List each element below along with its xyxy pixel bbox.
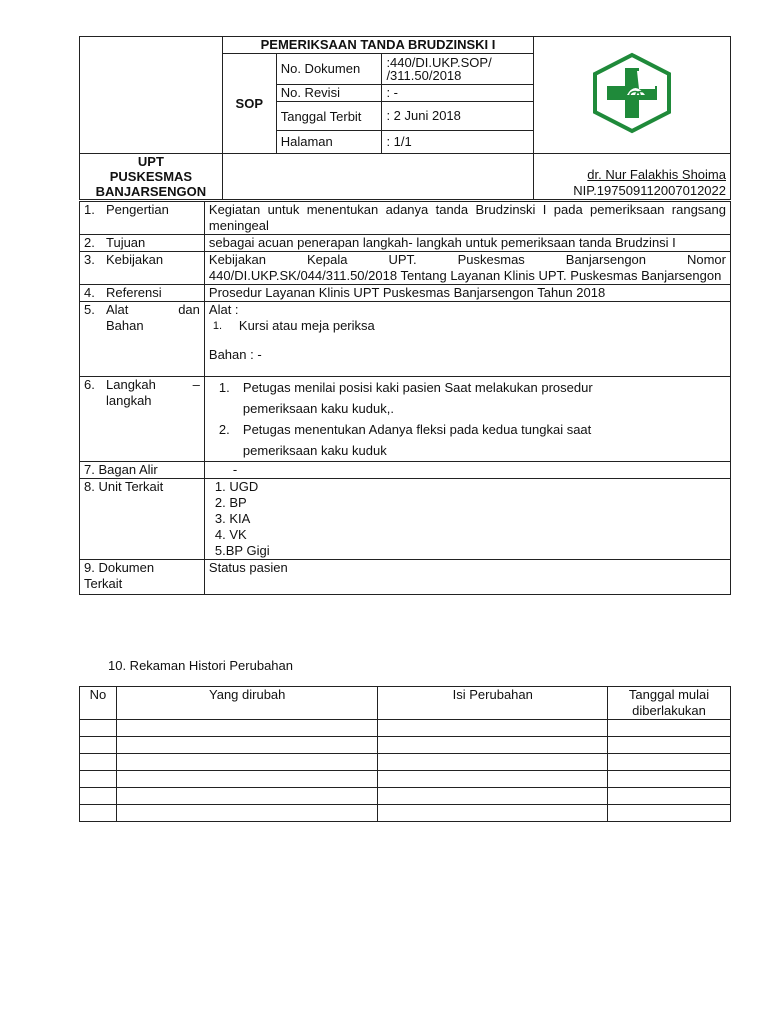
field-label-no-dokumen: No. Dokumen bbox=[276, 54, 382, 85]
label-bagan-alir: 7. Bagan Alir bbox=[80, 462, 205, 479]
label-tujuan: Tujuan bbox=[106, 235, 146, 250]
text-bagan-alir: - bbox=[204, 462, 730, 479]
field-value-no-dokumen: :440/DI.UKP.SOP/ /311.50/2018 bbox=[382, 54, 534, 85]
row-referensi bbox=[80, 285, 731, 302]
row-langkah bbox=[80, 377, 731, 462]
row-unit-terkait bbox=[80, 479, 731, 560]
label-dokumen: 9. Dokumen bbox=[84, 560, 155, 575]
col-header-yang-dirubah: Yang dirubah bbox=[116, 687, 377, 720]
table-row bbox=[80, 805, 731, 822]
org-line-2: PUSKESMAS bbox=[109, 169, 193, 184]
signer-nip: NIP.197509112007012022 bbox=[573, 183, 726, 198]
unit-list bbox=[204, 479, 730, 560]
logo-cell bbox=[534, 37, 731, 154]
unit-item: 3. KIA bbox=[214, 511, 251, 526]
history-title: 10. Rekaman Histori Perubahan bbox=[108, 658, 293, 673]
col-header-isi-perubahan: Isi Perubahan bbox=[378, 687, 608, 720]
document-title: PEMERIKSAAN TANDA BRUDZINSKI I bbox=[222, 37, 533, 54]
num-pengertian: 1. bbox=[84, 202, 95, 217]
table-row bbox=[80, 720, 731, 737]
field-label-halaman: Halaman bbox=[276, 131, 382, 154]
header-blank-left bbox=[80, 37, 223, 154]
label-dan: dan bbox=[178, 302, 200, 317]
col-header-tanggal: Tanggal mulai diberlakukan bbox=[608, 687, 731, 720]
field-value-no-revisi: : - bbox=[382, 85, 534, 102]
num-tujuan: 2. bbox=[84, 235, 95, 250]
unit-item: 2. BP bbox=[214, 495, 247, 510]
label-unit-terkait: 8. Unit Terkait bbox=[80, 479, 205, 560]
label-referensi: Referensi bbox=[106, 285, 162, 300]
langkah-list bbox=[219, 377, 726, 461]
unit-item: 5.BP Gigi bbox=[214, 543, 270, 558]
table-row bbox=[80, 754, 731, 771]
org-line-1: UPT bbox=[137, 154, 164, 169]
organization-name bbox=[80, 154, 223, 200]
label-pengertian: Pengertian bbox=[106, 202, 169, 217]
history-table bbox=[79, 686, 731, 822]
label-alat: Alat bbox=[106, 302, 129, 317]
row-kebijakan bbox=[80, 252, 731, 285]
label-langkah-2: langkah bbox=[106, 393, 152, 408]
num-langkah: 6. bbox=[84, 377, 95, 392]
text-dokumen-terkait: Status pasien bbox=[204, 560, 730, 595]
unit-item: 1. UGD bbox=[214, 479, 259, 494]
text-referensi: Prosedur Layanan Klinis UPT Puskesmas Banjarsengon Tahun 2018 bbox=[204, 285, 730, 302]
field-value-halaman: : 1/1 bbox=[382, 131, 534, 154]
langkah-step-2: 2. Petugas menentukan Adanya fleksi pada kedua tungkai saat pemeriksaan kaku kuduk bbox=[218, 422, 592, 458]
field-label-tanggal-terbit: Tanggal Terbit bbox=[276, 102, 382, 131]
field-label-no-revisi: No. Revisi bbox=[276, 85, 382, 102]
row-pengertian bbox=[80, 202, 731, 235]
table-row bbox=[80, 771, 731, 788]
langkah-step-1: 1. Petugas menilai posisi kaki pasien Saat melakukan prosedur pemeriksaan kaku kuduk,. bbox=[218, 380, 593, 416]
label-bahan: Bahan bbox=[106, 318, 144, 333]
text-pengertian: Kegiatan untuk menentukan adanya tanda Brudzinski I pada pemeriksaan rangsang meningeal bbox=[204, 202, 730, 235]
alat-item-1: 1. Kursi atau meja periksa bbox=[212, 318, 375, 333]
org-line-3: BANJARSENGON bbox=[95, 184, 207, 199]
row-dokumen-terkait bbox=[80, 560, 731, 595]
puskesmas-logo-icon bbox=[587, 51, 677, 135]
label-terkait: Terkait bbox=[84, 576, 123, 591]
sop-header-table bbox=[79, 36, 731, 200]
unit-item: 4. VK bbox=[214, 527, 247, 542]
num-kebijakan: 3. bbox=[84, 252, 95, 267]
col-header-no: No bbox=[80, 687, 117, 720]
alat-heading: Alat : bbox=[208, 302, 239, 317]
header-blank-middle bbox=[222, 154, 533, 200]
label-langkah: Langkah bbox=[106, 377, 156, 392]
row-tujuan bbox=[80, 235, 731, 252]
row-bagan-alir bbox=[80, 462, 731, 479]
signer-name: dr. Nur Falakhis Shoima bbox=[587, 167, 726, 182]
text-kebijakan: Kebijakan Kepala UPT. Puskesmas Banjarsengon Nomor 440/DI.UKP.SK/044/311.50/2018 Tentang Layanan Klinis UPT. Puskesmas Banjarsengon bbox=[204, 252, 730, 285]
num-referensi: 4. bbox=[84, 285, 95, 300]
label-dash: – bbox=[192, 377, 200, 392]
num-alat: 5. bbox=[84, 302, 95, 317]
text-tujuan: sebagai acuan penerapan langkah- langkah untuk pemeriksaan tanda Brudzinsi I bbox=[204, 235, 730, 252]
field-value-tanggal-terbit: : 2 Juni 2018 bbox=[382, 102, 534, 131]
sop-label: SOP bbox=[222, 54, 276, 154]
table-row bbox=[80, 737, 731, 754]
label-kebijakan: Kebijakan bbox=[106, 252, 164, 267]
sop-content-table bbox=[79, 201, 731, 595]
signer-block bbox=[534, 154, 731, 200]
bahan-text: Bahan : - bbox=[208, 347, 262, 362]
table-row bbox=[80, 788, 731, 805]
row-alat-bahan bbox=[80, 302, 731, 377]
